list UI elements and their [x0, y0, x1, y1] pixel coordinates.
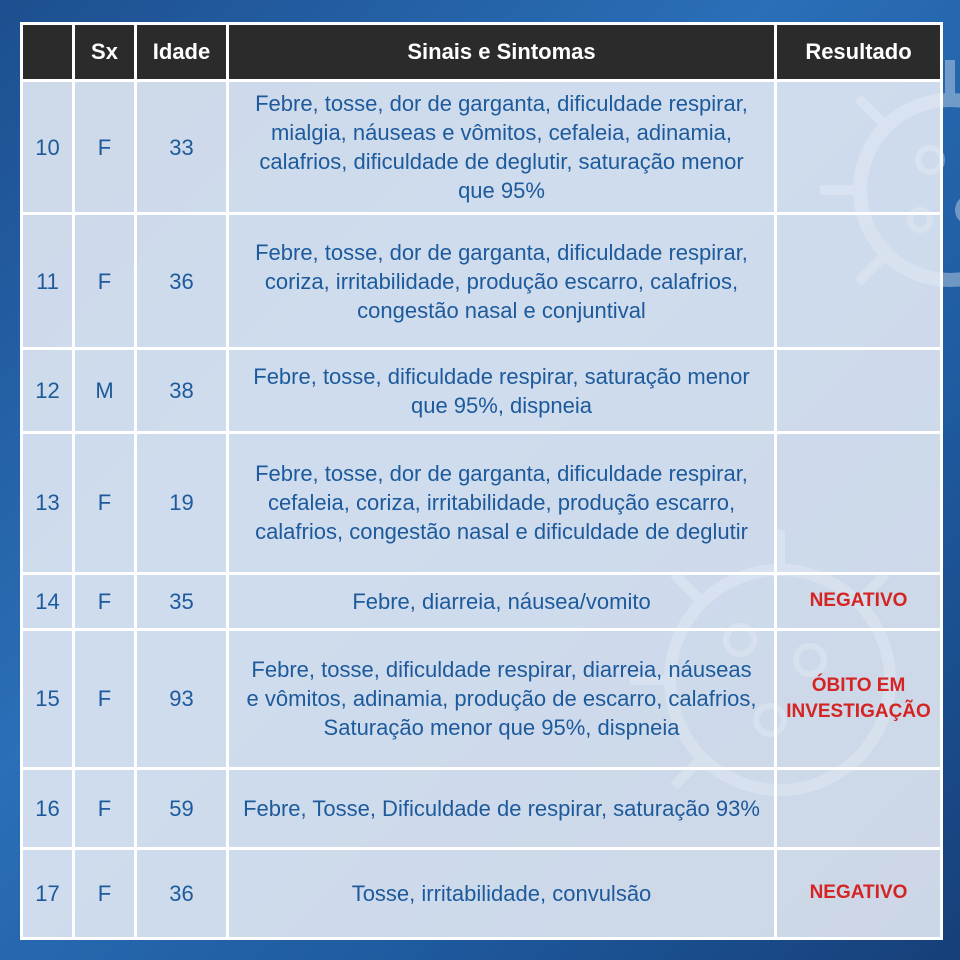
header-sex: Sx — [74, 24, 136, 81]
table-row — [22, 433, 942, 573]
table-header-row — [22, 24, 942, 81]
header-case-number — [22, 24, 74, 81]
cell-result — [776, 433, 942, 573]
header-age: Idade — [136, 24, 228, 81]
cell-case-number: 12 — [22, 349, 74, 433]
cell-result-negative: NEGATIVO — [776, 573, 942, 629]
cell-sex: F — [74, 433, 136, 573]
cell-case-number: 14 — [22, 573, 74, 629]
cell-symptoms: Febre, tosse, dor de garganta, dificuldade respirar, mialgia, náuseas e vômitos, cefaleia, adinamia, calafrios, dificuldade de deglutir, saturação menor que 95% — [228, 81, 776, 214]
header-result: Resultado — [776, 24, 942, 81]
cell-symptoms: Febre, tosse, dificuldade respirar, saturação menor que 95%, dispneia — [228, 349, 776, 433]
cell-age: 35 — [136, 573, 228, 629]
cell-symptoms: Febre, tosse, dificuldade respirar, diarreia, náuseas e vômitos, adinamia, produção de escarro, calafrios, Saturação menor que 95%, dispneia — [228, 629, 776, 768]
cell-sex: M — [74, 349, 136, 433]
table-row — [22, 848, 942, 938]
table-row — [22, 629, 942, 768]
cell-age: 33 — [136, 81, 228, 214]
cell-sex: F — [74, 81, 136, 214]
cell-age: 36 — [136, 848, 228, 938]
cases-table-container — [20, 22, 940, 940]
cell-age: 93 — [136, 629, 228, 768]
table-row — [22, 768, 942, 848]
cell-age: 59 — [136, 768, 228, 848]
cell-symptoms: Febre, tosse, dor de garganta, dificuldade respirar, coriza, irritabilidade, produção escarro, calafrios, congestão nasal e conjuntival — [228, 214, 776, 349]
header-symptoms: Sinais e Sintomas — [228, 24, 776, 81]
cell-case-number: 11 — [22, 214, 74, 349]
cell-case-number: 16 — [22, 768, 74, 848]
cell-result — [776, 768, 942, 848]
cell-case-number: 13 — [22, 433, 74, 573]
cell-sex: F — [74, 768, 136, 848]
table-row — [22, 214, 942, 349]
cell-case-number: 15 — [22, 629, 74, 768]
cell-sex: F — [74, 573, 136, 629]
cell-age: 36 — [136, 214, 228, 349]
cell-sex: F — [74, 848, 136, 938]
cell-result — [776, 349, 942, 433]
cell-symptoms: Febre, diarreia, náusea/vomito — [228, 573, 776, 629]
cell-case-number: 10 — [22, 81, 74, 214]
cell-case-number: 17 — [22, 848, 74, 938]
cell-sex: F — [74, 214, 136, 349]
table-row — [22, 349, 942, 433]
cell-symptoms: Tosse, irritabilidade, convulsão — [228, 848, 776, 938]
cases-table — [20, 22, 943, 940]
cell-result-death-investigation: ÓBITO EM INVESTIGAÇÃO — [776, 629, 942, 768]
cell-sex: F — [74, 629, 136, 768]
cell-result — [776, 214, 942, 349]
cell-symptoms: Febre, tosse, dor de garganta, dificuldade respirar, cefaleia, coriza, irritabilidade, produção escarro, calafrios, congestão nasal e dificuldade de deglutir — [228, 433, 776, 573]
table-row — [22, 81, 942, 214]
cell-result — [776, 81, 942, 214]
cell-age: 19 — [136, 433, 228, 573]
cell-symptoms: Febre, Tosse, Dificuldade de respirar, saturação 93% — [228, 768, 776, 848]
table-row — [22, 573, 942, 629]
cell-age: 38 — [136, 349, 228, 433]
cell-result-negative: NEGATIVO — [776, 848, 942, 938]
